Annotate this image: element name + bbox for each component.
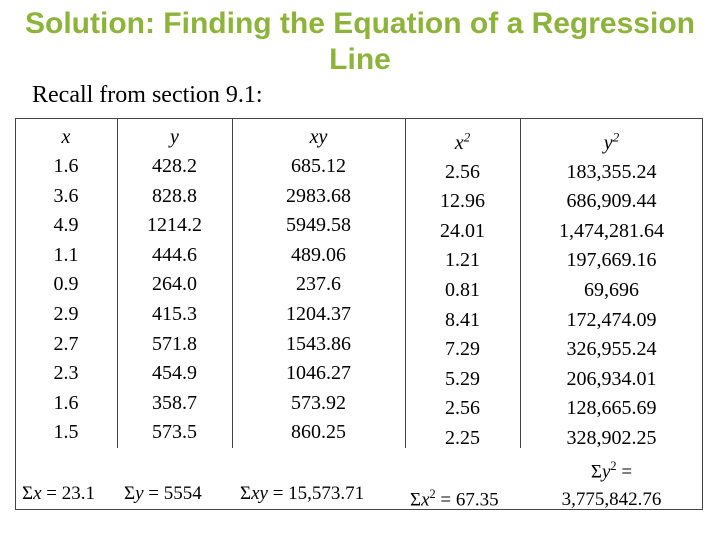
- table-cell: 2983.68: [286, 184, 351, 207]
- table-cell: 860.25: [291, 421, 346, 444]
- header-xy: xy: [309, 126, 328, 148]
- table-cell: 573.92: [291, 391, 346, 414]
- table-cell: 128,665.69: [566, 397, 657, 420]
- table-cell: 2.7: [53, 332, 79, 355]
- table-cell: 573.5: [152, 421, 197, 444]
- sum-x-squared: $\Sigma x^2 = 67.35$: [410, 487, 499, 511]
- sum-xy: Σxy = 15,573.71: [240, 483, 365, 504]
- table-cell: 206,934.01: [566, 367, 657, 390]
- table-cell: 2.3: [53, 362, 79, 385]
- table-cell: 428.2: [152, 155, 197, 177]
- table-cell: 24.01: [440, 219, 485, 242]
- table-cell: 358.7: [152, 391, 197, 414]
- table-cell: 5.29: [445, 367, 480, 390]
- table-cell: 1.5: [53, 421, 79, 444]
- table-cell: 489.06: [291, 243, 346, 266]
- table-cell: 0.9: [53, 273, 79, 296]
- table-cell: 69,696: [584, 279, 639, 302]
- table-cell: 1.1: [53, 243, 79, 266]
- table-cell: 2.9: [53, 302, 79, 325]
- table-cell: 686,909.44: [566, 190, 657, 213]
- table-cell: 2.56: [445, 160, 480, 183]
- table-cell: 326,955.24: [566, 338, 657, 361]
- table-cell: 2.25: [445, 427, 480, 449]
- table-cell: 264.0: [152, 273, 197, 296]
- table-cell: 444.6: [152, 243, 197, 266]
- slide-subtitle: Recall from section 9.1:: [32, 82, 263, 108]
- table-cell: 454.9: [152, 362, 197, 385]
- table-cell: 172,474.09: [566, 308, 657, 331]
- table-cell: 1046.27: [286, 362, 351, 385]
- table-cell: 1.21: [445, 249, 480, 272]
- table-cell: 1204.37: [286, 302, 351, 325]
- table-cell: 7.29: [445, 338, 480, 361]
- column-x: [15, 122, 117, 448]
- slide-title: Solution: Finding the Equation of a Regression Line: [25, 7, 695, 76]
- table-cell: 571.8: [152, 332, 197, 355]
- table-cell: 415.3: [152, 302, 197, 325]
- table-cell: 2.56: [445, 397, 480, 420]
- header-y-squared: $y^2$: [603, 129, 620, 154]
- table-cell: 197,669.16: [566, 249, 657, 272]
- column-y: [117, 122, 232, 448]
- table-cell: 1.6: [53, 155, 79, 177]
- table-cell: 828.8: [152, 184, 197, 207]
- table-cell: 685.12: [291, 155, 346, 177]
- column-y-squared: [520, 122, 703, 454]
- table-cell: 3.6: [53, 184, 79, 207]
- table-cell: 1543.86: [286, 332, 351, 355]
- table-cell: 8.41: [445, 308, 480, 331]
- table-cell: 0.81: [445, 279, 480, 302]
- table-cell: 328,902.25: [566, 427, 657, 449]
- table-cell: 1.6: [53, 391, 79, 414]
- sum-y: Σy = 5554: [124, 483, 202, 504]
- sum-y-squared: $\Sigma y^2$ = 3,775,842.76: [520, 452, 703, 514]
- sum-y-squared-value: 3,775,842.76: [561, 489, 662, 511]
- table-cell: 12.96: [440, 190, 485, 213]
- header-x: x: [61, 126, 71, 148]
- table-cell: 183,355.24: [566, 160, 657, 183]
- column-xy: [232, 122, 405, 448]
- table-cell: 5949.58: [286, 214, 351, 237]
- table-cell: 4.9: [53, 214, 79, 237]
- header-y: y: [170, 126, 179, 148]
- table-cell: 1214.2: [147, 214, 202, 237]
- header-x-squared: $x^2$: [454, 129, 471, 154]
- table-cell: 1,474,281.64: [559, 219, 664, 242]
- column-x-squared: [405, 122, 520, 454]
- table-cell: 237.6: [296, 273, 341, 296]
- sum-x: Σx = 23.1: [22, 483, 95, 504]
